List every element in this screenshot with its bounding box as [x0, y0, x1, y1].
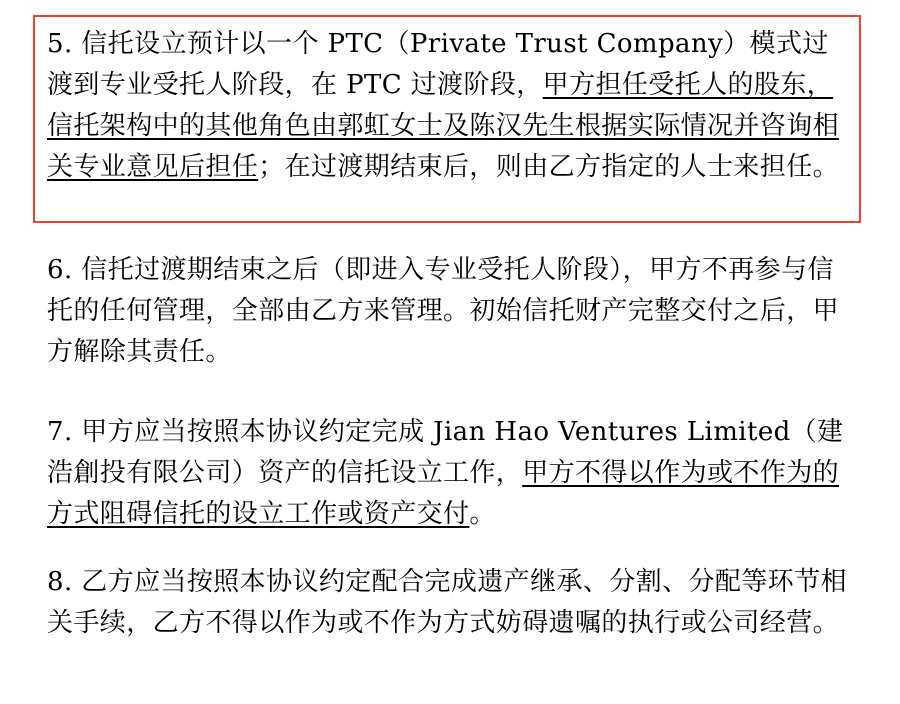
clause-paragraph-8	[47, 562, 847, 644]
clause-number-8: 8.	[47, 567, 73, 597]
clause-7-text-part-2-underlined: 甲方不得以作为或不作为的方式阻碍信托的设立工作或资产交付	[47, 458, 840, 529]
clause-6-text: 信托过渡期结束之后（即进入专业受托人阶段），甲方不再参与信托的任何管理，全部由乙方来管理。初始信托财产完整交付之后，甲方解除其责任。	[47, 255, 840, 367]
clause-paragraph-5	[47, 24, 847, 188]
clause-paragraph-6	[47, 250, 847, 373]
clause-number-7: 7.	[47, 417, 73, 447]
clause-7-text-part-1: 甲方应当按照本协议约定完成 Jian Hao Ventures Limited（建浩創投有限公司）资产的信托设立工作，	[47, 417, 844, 488]
clause-7-text-part-3: 。	[469, 499, 496, 529]
clause-5-text-part-1: 信托设立预计以一个 PTC（Private Trust Company）模式过渡到专业受托人阶段，在 PTC 过渡阶段，	[47, 29, 829, 100]
clause-8-text: 乙方应当按照本协议约定配合完成遗产继承、分割、分配等环节相关手续，乙方不得以作为或不作为方式妨碍遗嘱的执行或公司经营。	[47, 567, 847, 638]
clause-5-text-part-3: ；在过渡期结束后，则由乙方指定的人士来担任。	[258, 152, 840, 182]
clause-paragraph-7	[47, 412, 847, 535]
clause-number-5: 5.	[47, 29, 73, 59]
clause-5-text-part-2-underlined: 甲方担任受托人的股东，信托架构中的其他角色由郭虹女士及陈汉先生根据实际情况并咨询相关专业意见后担任	[47, 70, 840, 182]
clause-number-6: 6.	[47, 255, 73, 285]
